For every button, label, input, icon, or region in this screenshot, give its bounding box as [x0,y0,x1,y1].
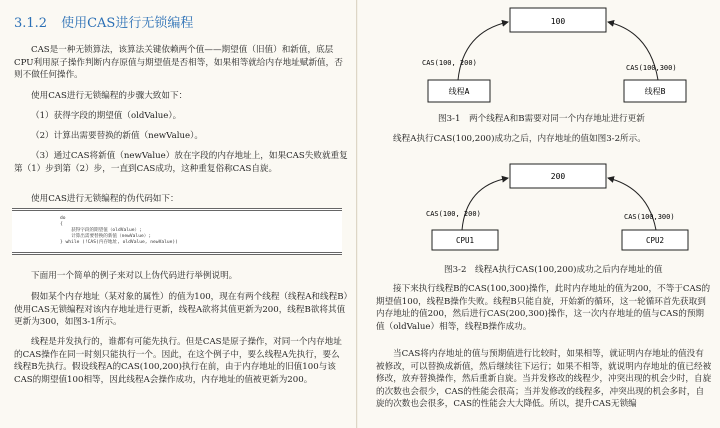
paragraph-pseudocode-intro: 使用CAS进行无锁编程的伪代码如下： [31,194,179,204]
cpu2-label: CPU2 [645,236,665,245]
section-heading [14,12,193,31]
paragraph-atomic: 线程是并发执行的，谁都有可能先执行。但是CAS是原子操作，对同一个内存地址的CAS操作在同一时刻只能执行一个。因此，在这个例子中，要么线程A先执行，要么线程B先执行。假设线程A的CAS(100,200)执行在前，由于内存地址的旧值100与该CAS的期望值100相等，因此线程A会操作成功，内存地址的值被更新为200。 [14,337,342,385]
cpu1-label: CPU1 [455,236,475,245]
figure-3-1-diagram [358,0,720,115]
paragraph-example: 假如某个内存地址（某对象的属性）的值为100，现在有两个线程（线程A和线程B）使用CAS无锁编程对该内存地址进行更新，线程A欲将其值更新为200，线程B欲将其值更新为300，如图3-1所示。 [14,292,348,327]
cas-label-a: CAS(100, 200) [422,59,477,67]
thread-a-label: 线程A [448,87,470,96]
pseudocode: do { 获得字段的期望值（oldValue）; 计算出需要替换的新值（newValue）; } while (!CAS(内存地址, oldValue, newValue)) [60,216,178,245]
section-number: 3.1.2 [14,16,48,31]
figure-3-2-caption: 图3-2 线程A执行CAS(100,200)成功之后内存地址的值 [444,265,663,275]
step-3: （3）通过CAS将新值（newValue）放在字段的内存地址上，如果CAS失败就重复第（1）步到第（2）步，一直到CAS成功，这种重复俗称CAS自旋。 [14,151,348,174]
cas-label-b: CAS(100,300) [626,64,677,72]
right-page [358,0,720,428]
memory-value-2: 200 [550,172,566,181]
section-title: 使用CAS进行无锁编程 [61,16,194,31]
paragraph-cas-intro: CAS是一种无锁算法，该算法关键依赖两个值——期望值（旧值）和新值，底层CPU利用原子操作判断内存原值与期望值是否相等，如果相等就给内存地址赋新值，否则不做任何操作。 [14,45,343,80]
memory-value: 100 [550,17,566,26]
arrow-cpu2 [608,178,656,230]
paragraph-after-thread-a: 线程A执行CAS(100,200)成功之后，内存地址的值如图3-2所示。 [393,134,646,144]
thread-b-label: 线程B [644,87,666,96]
paragraph-cas-performance: 当CAS将内存地址的值与预期值进行比较时，如果相等，就证明内存地址的值没有被修改，可以替换成新值，然后继续往下运行；如果不相等，就说明内存地址的值已经被修改，放弃替换操作，然后重新自旋。当并发修改的线程少，冲突出现的机会少时，自旋的次数也会很少，CAS的性能会很高；当并发修改的线程多，冲突出现的机会多时，自旋的次数也会很多，CAS的性能会大大降低。所以，提升CAS无锁编 [376,349,712,409]
step-2: （2）计算出需要替换的新值（newValue）。 [31,131,203,141]
cas-label-cpu1: CAS(100, 200) [426,210,481,218]
arrow-thread-a [458,22,508,80]
left-page [0,0,357,428]
figure-3-1-caption: 图3-1 两个线程A和B需要对同一个内存地址进行更新 [438,114,645,124]
paragraph-thread-b: 接下来执行线程B的CAS(100,300)操作，此时内存地址的值为200，不等于CAS的期望值100，线程B操作失败。线程B只能自旋，开始新的循环，这一轮循环首先获取到内存地址的值200，然后进行CAS(200,300)操作，这一次内存地址的值与CAS的预期值（oldValue）相等，线程B操作成功。 [376,284,711,332]
step-1: （1）获得字段的期望值（oldValue）。 [31,111,182,121]
paragraph-steps-intro: 使用CAS进行无锁编程的步骤大致如下： [31,91,188,101]
paragraph-example-intro: 下面用一个简单的例子来对以上伪代码进行举例说明。 [31,271,238,281]
figure-3-2-diagram [358,158,720,258]
arrow-cpu1 [462,178,508,230]
cas-label-cpu2: CAS(100,300) [624,213,675,221]
code-block [12,208,342,255]
